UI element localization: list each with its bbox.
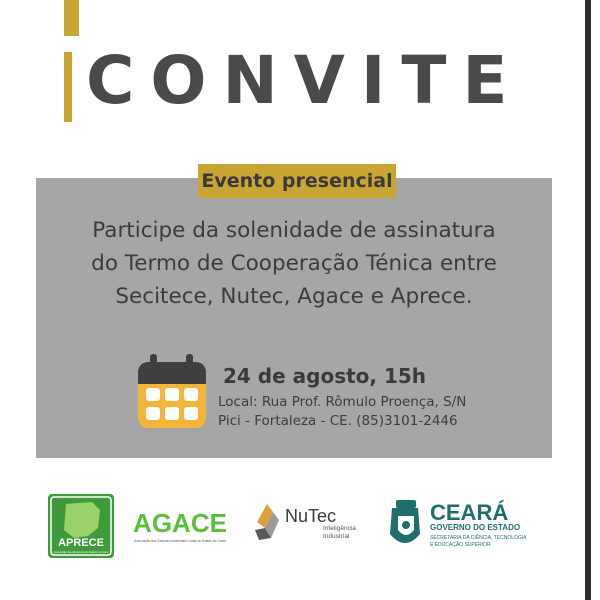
invitation-message <box>36 214 552 313</box>
ceara-logo-subtitle-2: SECRETARIA DA CIÊNCIA, TECNOLOGIA <box>430 535 527 541</box>
ceara-logo-subtitle-3: E EDUCAÇÃO SUPERIOR <box>430 542 491 548</box>
agace-logo <box>130 508 230 546</box>
ceara-logo-text: CEARÁ <box>430 500 509 525</box>
agace-logo-subtitle: Associação dos Gestores Ambientais Locais do Estado do Ceará <box>134 539 226 543</box>
nutec-logo-subtitle-1: Inteligência <box>323 525 356 532</box>
event-type-tag: Evento presencial <box>198 164 396 198</box>
right-edge-rail <box>585 0 591 600</box>
nutec-logo <box>253 498 363 544</box>
gold-accent-bar-top <box>64 0 79 36</box>
event-date: 24 de agosto, 15h <box>223 364 427 388</box>
message-line-3: Secitece, Nutec, Agace e Aprece. <box>115 284 473 309</box>
nutec-logo-text: NuTec <box>285 506 337 526</box>
message-line-1: Participe da solenidade de assinatura <box>92 218 496 243</box>
agace-logo-text: AGACE <box>133 508 227 538</box>
aprece-logo <box>48 494 114 558</box>
nutec-logo-subtitle-2: Industrial <box>323 533 350 540</box>
event-address <box>218 393 466 431</box>
ceara-logo <box>388 494 538 556</box>
ceara-logo-subtitle: GOVERNO DO ESTADO <box>430 523 521 532</box>
calendar-icon <box>136 352 208 434</box>
event-address-line-2: Pici - Fortaleza - CE. (85)3101-2446 <box>218 413 458 429</box>
aprece-logo-text: APRECE <box>58 537 104 549</box>
event-address-line-1: Local: Rua Prof. Rômulo Proença, S/N <box>218 394 467 410</box>
gold-accent-bar-title <box>64 52 72 122</box>
invitation-title: CONVITE <box>86 42 524 119</box>
message-line-2: do Termo de Cooperação Ténica entre <box>91 251 497 276</box>
aprece-logo-subtitle: Associação dos Municípios do Estado do Ceará <box>53 551 109 554</box>
